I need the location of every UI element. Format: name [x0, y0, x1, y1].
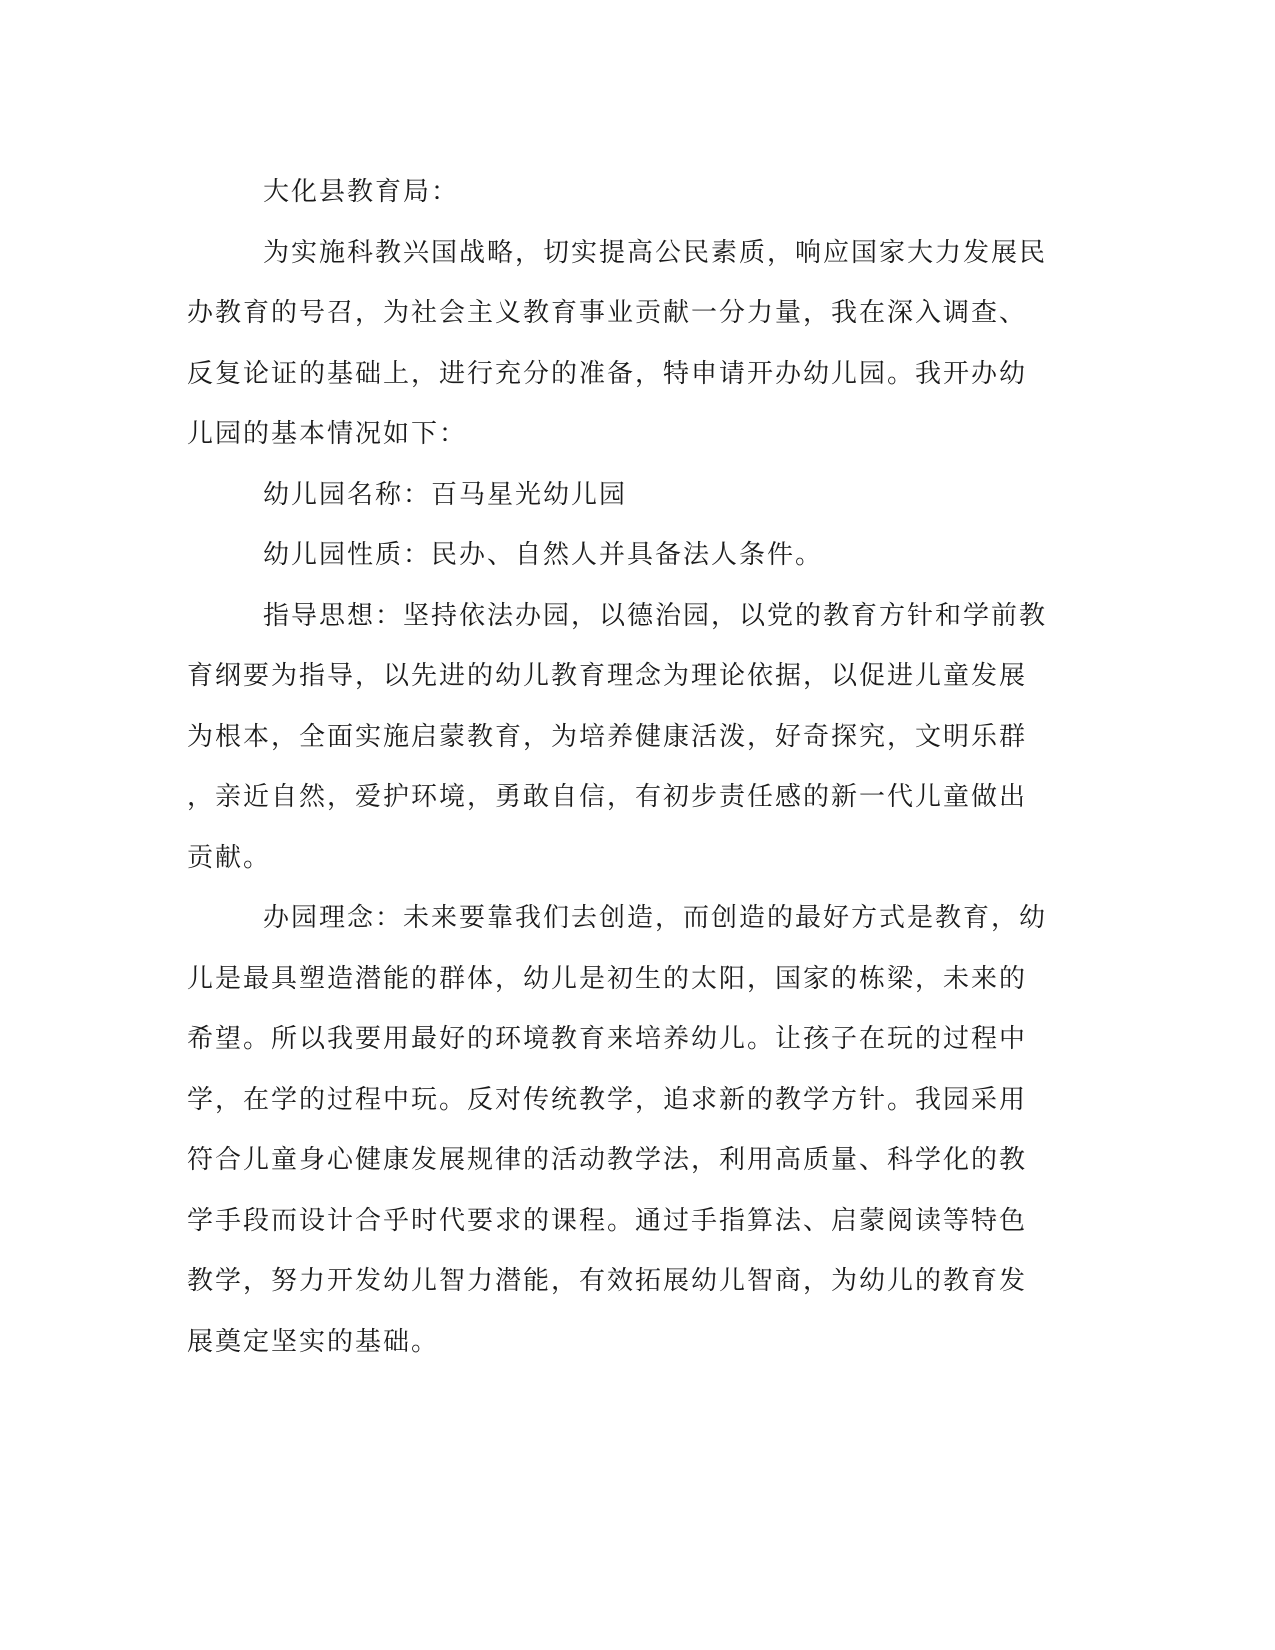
kindergarten-name-line: 幼儿园名称：百马星光幼儿园 [263, 479, 628, 510]
guiding-idea-line: 指导思想：坚持依法办园，以德治园，以党的教育方针和学前教 [263, 600, 1048, 631]
kindergarten-nature-line: 幼儿园性质：民办、自然人并具备法人条件。 [263, 540, 824, 570]
text-line: 学手段而设计合乎时代要求的课程。通过手指算法、启蒙阅读等特色 [187, 1205, 1028, 1236]
text-line: 贡献。 [187, 842, 272, 873]
text-line: 教学，努力开发幼儿智力潜能，有效拓展幼儿智商，为幼儿的教育发 [187, 1266, 1028, 1296]
text-line: 儿园的基本情况如下： [187, 419, 468, 449]
text-line: 办教育的号召，为社会主义教育事业贡献一分力量，我在深入调查、 [187, 298, 1028, 328]
text-line: ，亲近自然，爱护环境，勇敢自信，有初步责任感的新一代儿童做出 [187, 782, 1028, 812]
text-line: 育纲要为指导，以先进的幼儿教育理念为理论依据，以促进儿童发展 [187, 661, 1028, 691]
text-line: 为实施科教兴国战略，切实提高公民素质，响应国家大力发展民 [263, 237, 1048, 268]
text-line: 反复论证的基础上，进行充分的准备，特申请开办幼儿园。我开办幼 [187, 358, 1028, 389]
text-line: 符合儿童身心健康发展规律的活动教学法，利用高质量、科学化的教 [187, 1145, 1028, 1175]
text-line: 儿是最具塑造潜能的群体，幼儿是初生的太阳，国家的栋梁，未来的 [187, 963, 1028, 994]
document-body [187, 162, 1047, 1372]
salutation-line: 大化县教育局： [263, 177, 460, 207]
text-line: 为根本，全面实施启蒙教育，为培养健康活泼，好奇探究，文明乐群 [187, 721, 1028, 752]
text-line: 希望。所以我要用最好的环境教育来培养幼儿。让孩子在玩的过程中 [187, 1024, 1028, 1054]
text-line: 展奠定坚实的基础。 [187, 1326, 440, 1357]
philosophy-line: 办园理念：未来要靠我们去创造，而创造的最好方式是教育，幼 [263, 903, 1048, 933]
text-line: 学，在学的过程中玩。反对传统教学，追求新的教学方针。我园采用 [187, 1084, 1028, 1115]
